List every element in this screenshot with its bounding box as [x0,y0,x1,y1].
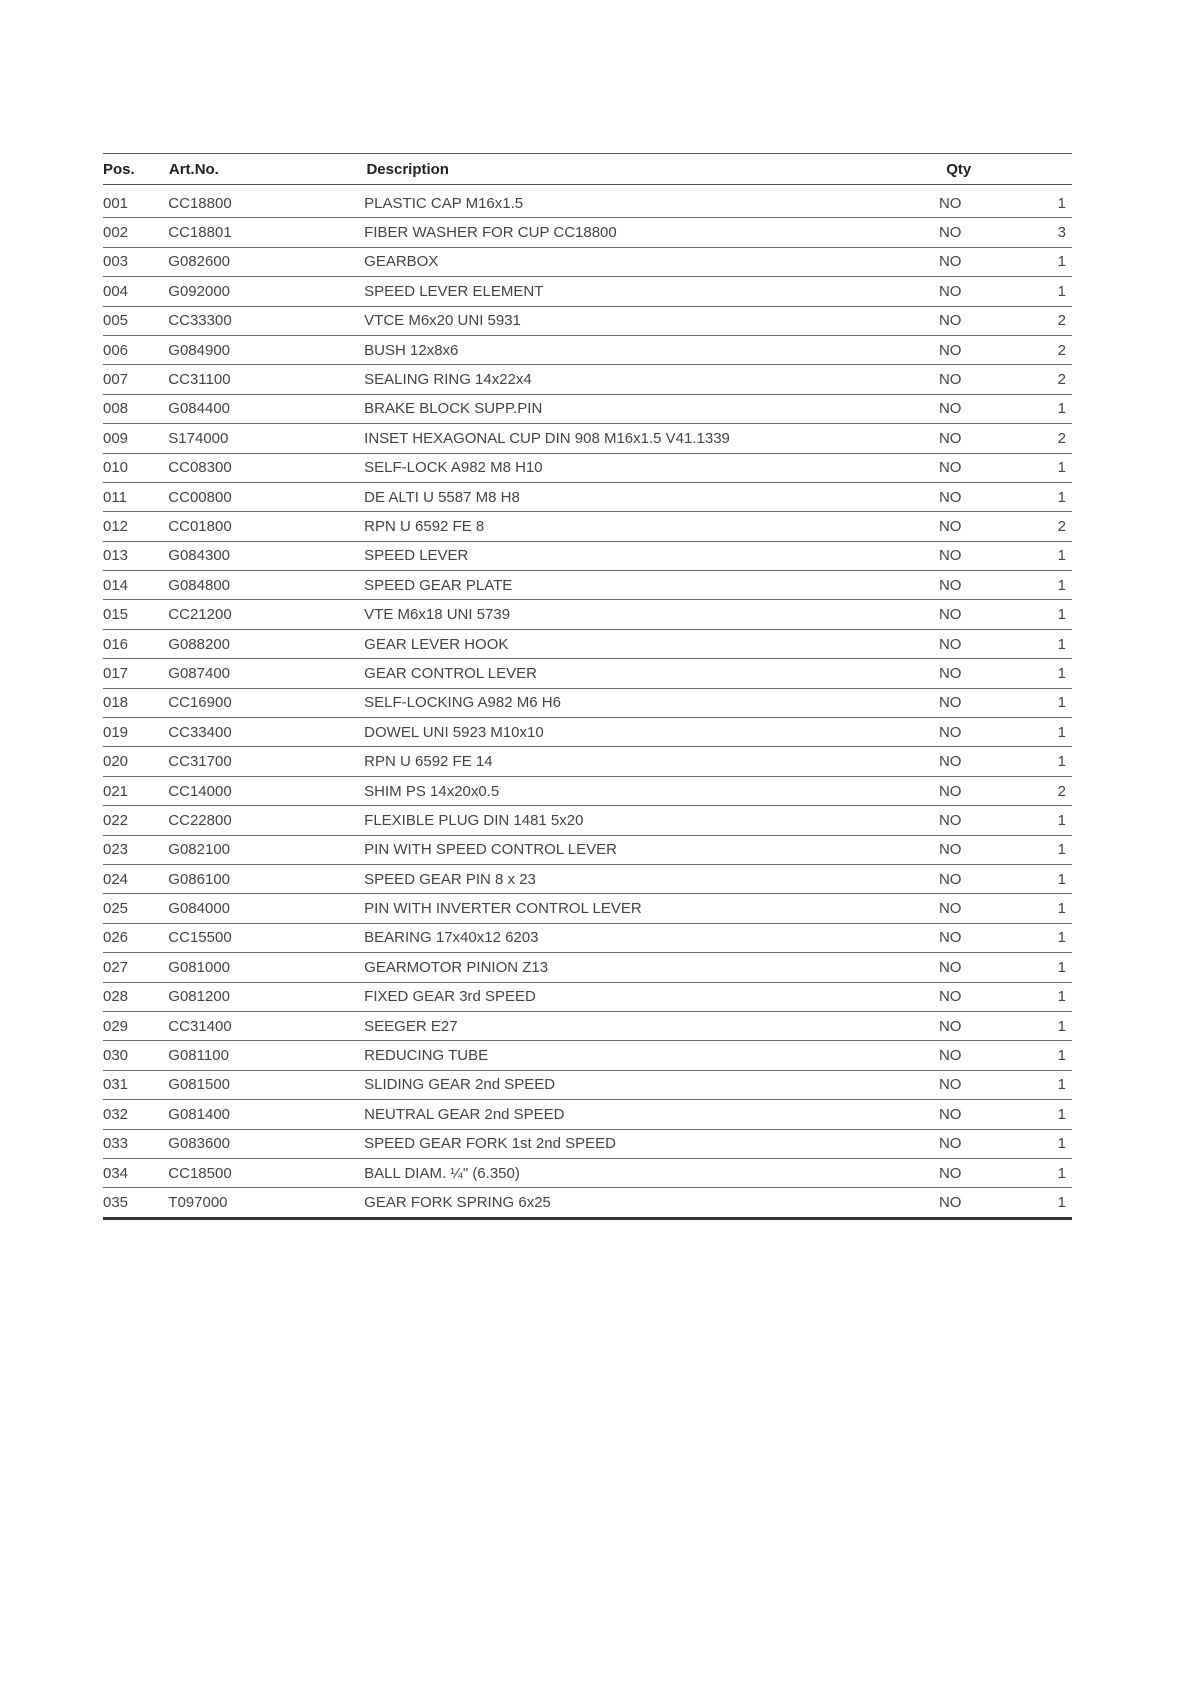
table-row [103,689,1072,718]
row-qty: 1 [1057,988,1066,1006]
row-art-no: CC14000 [168,782,232,800]
row-description: GEARMOTOR PINION Z13 [364,958,549,976]
table-row [103,630,1072,659]
table-row [103,1012,1072,1041]
table-row [103,483,1072,512]
row-qty: 1 [1057,1047,1066,1065]
row-unit: NO [938,958,962,976]
row-unit: NO [938,1047,962,1065]
row-qty: 1 [1057,282,1066,300]
row-art-no: CC15500 [168,929,232,947]
table-row [103,307,1072,336]
row-pos: 019 [103,723,129,741]
row-description: REDUCING TUBE [364,1047,489,1065]
table-row [103,248,1072,277]
row-unit: NO [938,429,962,447]
row-unit: NO [938,635,962,653]
table-row [103,600,1072,629]
row-unit: NO [938,253,962,271]
row-qty: 1 [1057,870,1066,888]
table-row [103,395,1072,424]
table-row [103,571,1072,600]
row-pos: 007 [103,371,129,389]
row-unit: NO [938,988,962,1006]
row-art-no: CC31700 [168,753,232,771]
row-description: BUSH 12x8x6 [364,341,459,359]
row-qty: 2 [1057,312,1066,330]
table-row [103,336,1072,365]
row-art-no: G082100 [168,841,231,859]
row-qty: 1 [1057,547,1066,565]
row-unit: NO [938,488,962,506]
row-unit: NO [938,1017,962,1035]
row-art-no: CC31100 [168,371,231,389]
table-row [103,1100,1072,1129]
row-unit: NO [938,1164,962,1182]
row-qty: 1 [1057,1017,1066,1035]
row-description: FIXED GEAR 3rd SPEED [364,988,536,1006]
row-pos: 029 [103,1017,129,1035]
table-body [103,189,1072,1220]
row-description: SPEED GEAR FORK 1st 2nd SPEED [364,1135,616,1153]
row-unit: NO [938,841,962,859]
table-row [103,1130,1072,1159]
row-unit: NO [938,782,962,800]
row-description: VTCE M6x20 UNI 5931 [364,312,521,330]
row-pos: 026 [103,929,129,947]
row-description: DE ALTI U 5587 M8 H8 [364,488,520,506]
row-art-no: CC16900 [168,694,232,712]
table-row [103,659,1072,688]
row-pos: 013 [103,547,129,565]
row-pos: 012 [103,517,129,535]
row-art-no: G081100 [168,1047,229,1065]
row-unit: NO [938,400,962,418]
row-pos: 005 [103,312,129,330]
row-description: FLEXIBLE PLUG DIN 1481 5x20 [364,811,584,829]
row-art-no: G084000 [168,900,231,918]
table-row [103,365,1072,394]
row-art-no: CC01800 [168,517,232,535]
row-unit: NO [938,224,962,242]
row-art-no: CC08300 [168,459,232,477]
row-qty: 2 [1057,371,1066,389]
row-unit: NO [938,811,962,829]
table-row [103,953,1072,982]
row-description: BEARING 17x40x12 6203 [364,929,539,947]
row-pos: 024 [103,870,129,888]
table-row [103,777,1072,806]
row-pos: 031 [103,1076,129,1094]
row-pos: 016 [103,635,129,653]
row-qty: 2 [1057,782,1066,800]
row-pos: 035 [103,1193,129,1211]
row-description: SEEGER E27 [364,1017,458,1035]
row-qty: 1 [1057,1135,1066,1153]
row-art-no: G092000 [168,282,231,300]
row-qty: 1 [1057,929,1066,947]
row-unit: NO [938,694,962,712]
row-art-no: G084800 [168,576,231,594]
row-art-no: CC18801 [168,224,232,242]
row-description: BRAKE BLOCK SUPP.PIN [364,400,543,418]
row-unit: NO [938,194,962,212]
row-qty: 1 [1057,606,1066,624]
row-art-no: G087400 [168,664,231,682]
table-row [103,1041,1072,1070]
row-description: VTE M6x18 UNI 5739 [364,606,511,624]
row-unit: NO [938,576,962,594]
row-pos: 027 [103,958,129,976]
row-description: PIN WITH INVERTER CONTROL LEVER [364,900,642,918]
row-qty: 1 [1057,1076,1066,1094]
row-qty: 1 [1057,635,1066,653]
row-description: SPEED GEAR PLATE [364,576,513,594]
table-row [103,924,1072,953]
table-row [103,1071,1072,1100]
row-description: FIBER WASHER FOR CUP CC18800 [364,224,617,242]
row-pos: 034 [103,1164,129,1182]
row-pos: 022 [103,811,129,829]
row-pos: 033 [103,1135,129,1153]
table-row [103,983,1072,1012]
row-description: SELF-LOCK A982 M8 H10 [364,459,543,477]
row-qty: 1 [1057,488,1066,506]
row-pos: 014 [103,576,129,594]
row-qty: 2 [1057,517,1066,535]
header-art-no: Art.No. [168,160,219,178]
row-unit: NO [938,870,962,888]
row-qty: 1 [1057,459,1066,477]
table-row [103,454,1072,483]
row-pos: 020 [103,753,129,771]
row-description: SPEED LEVER ELEMENT [364,282,544,300]
row-art-no: CC33400 [168,723,232,741]
row-pos: 025 [103,900,129,918]
row-qty: 1 [1057,253,1066,271]
row-qty: 1 [1057,723,1066,741]
row-description: GEARBOX [364,253,439,271]
table-row [103,836,1072,865]
row-qty: 1 [1057,811,1066,829]
row-description: SPEED GEAR PIN 8 x 23 [364,870,536,888]
row-unit: NO [938,371,962,389]
row-pos: 015 [103,606,129,624]
row-pos: 009 [103,429,129,447]
row-art-no: G084400 [168,400,231,418]
row-description: SELF-LOCKING A982 M6 H6 [364,694,561,712]
header-pos: Pos. [103,160,135,178]
row-qty: 2 [1057,429,1066,447]
row-pos: 018 [103,694,129,712]
row-description: GEAR LEVER HOOK [364,635,509,653]
row-pos: 017 [103,664,129,682]
row-pos: 006 [103,341,129,359]
row-qty: 2 [1057,341,1066,359]
row-pos: 011 [103,488,127,506]
row-art-no: CC18800 [168,194,232,212]
row-description: PLASTIC CAP M16x1.5 [364,194,524,212]
row-unit: NO [938,1105,962,1123]
row-qty: 1 [1057,1164,1066,1182]
row-pos: 032 [103,1105,129,1123]
row-qty: 1 [1057,194,1066,212]
row-art-no: CC18500 [168,1164,232,1182]
row-art-no: G081000 [168,958,231,976]
row-description: GEAR FORK SPRING 6x25 [364,1193,551,1211]
row-pos: 023 [103,841,129,859]
table-row [103,865,1072,894]
row-art-no: S174000 [168,429,229,447]
row-qty: 1 [1057,958,1066,976]
row-art-no: G081400 [168,1105,231,1123]
row-pos: 030 [103,1047,129,1065]
row-qty: 1 [1057,664,1066,682]
row-qty: 1 [1057,576,1066,594]
row-art-no: CC31400 [168,1017,232,1035]
row-qty: 1 [1057,694,1066,712]
row-art-no: T097000 [168,1193,228,1211]
table-row [103,424,1072,453]
table-row [103,277,1072,306]
row-unit: NO [938,900,962,918]
row-art-no: G084300 [168,547,231,565]
row-unit: NO [938,1076,962,1094]
row-art-no: CC33300 [168,312,232,330]
row-unit: NO [938,547,962,565]
row-pos: 002 [103,224,129,242]
row-art-no: G081200 [168,988,231,1006]
row-unit: NO [938,664,962,682]
row-qty: 1 [1057,900,1066,918]
row-qty: 1 [1057,1105,1066,1123]
row-qty: 1 [1057,1193,1066,1211]
table-row [103,218,1072,247]
row-pos: 021 [103,782,129,800]
row-description: SLIDING GEAR 2nd SPEED [364,1076,556,1094]
parts-table [103,153,1072,1220]
row-pos: 001 [103,194,129,212]
row-description: PIN WITH SPEED CONTROL LEVER [364,841,617,859]
row-unit: NO [938,753,962,771]
row-description: INSET HEXAGONAL CUP DIN 908 M16x1.5 V41.1339 [364,429,730,447]
row-description: RPN U 6592 FE 8 [364,517,485,535]
row-description: BALL DIAM. ¼" (6.350) [364,1164,520,1182]
header-qty: Qty [946,160,972,178]
row-pos: 004 [103,282,129,300]
table-row [103,747,1072,776]
row-pos: 008 [103,400,129,418]
row-description: SHIM PS 14x20x0.5 [364,782,500,800]
row-description: RPN U 6592 FE 14 [364,753,493,771]
row-unit: NO [938,282,962,300]
row-qty: 3 [1057,224,1066,242]
row-unit: NO [938,723,962,741]
row-description: DOWEL UNI 5923 M10x10 [364,723,544,741]
row-art-no: G082600 [168,253,231,271]
row-pos: 028 [103,988,129,1006]
table-row [103,542,1072,571]
row-art-no: CC22800 [168,811,232,829]
row-unit: NO [938,517,962,535]
table-row [103,1188,1072,1219]
row-unit: NO [938,606,962,624]
row-description: SEALING RING 14x22x4 [364,371,532,389]
row-art-no: G083600 [168,1135,231,1153]
header-description: Description [366,160,449,178]
table-row [103,512,1072,541]
row-art-no: G081500 [168,1076,231,1094]
row-unit: NO [938,459,962,477]
table-row [103,806,1072,835]
table-row [103,189,1072,218]
row-qty: 1 [1057,841,1066,859]
row-unit: NO [938,312,962,330]
row-description: NEUTRAL GEAR 2nd SPEED [364,1105,565,1123]
row-description: GEAR CONTROL LEVER [364,664,537,682]
row-qty: 1 [1057,753,1066,771]
row-unit: NO [938,341,962,359]
row-art-no: CC00800 [168,488,232,506]
table-row [103,718,1072,747]
row-description: SPEED LEVER [364,547,469,565]
table-header [103,153,1072,185]
row-art-no: G086100 [168,870,231,888]
row-art-no: CC21200 [168,606,232,624]
row-art-no: G088200 [168,635,231,653]
row-art-no: G084900 [168,341,231,359]
row-qty: 1 [1057,400,1066,418]
table-row [103,894,1072,923]
row-pos: 003 [103,253,129,271]
table-row [103,1159,1072,1188]
row-unit: NO [938,1193,962,1211]
row-unit: NO [938,929,962,947]
row-pos: 010 [103,459,129,477]
row-unit: NO [938,1135,962,1153]
